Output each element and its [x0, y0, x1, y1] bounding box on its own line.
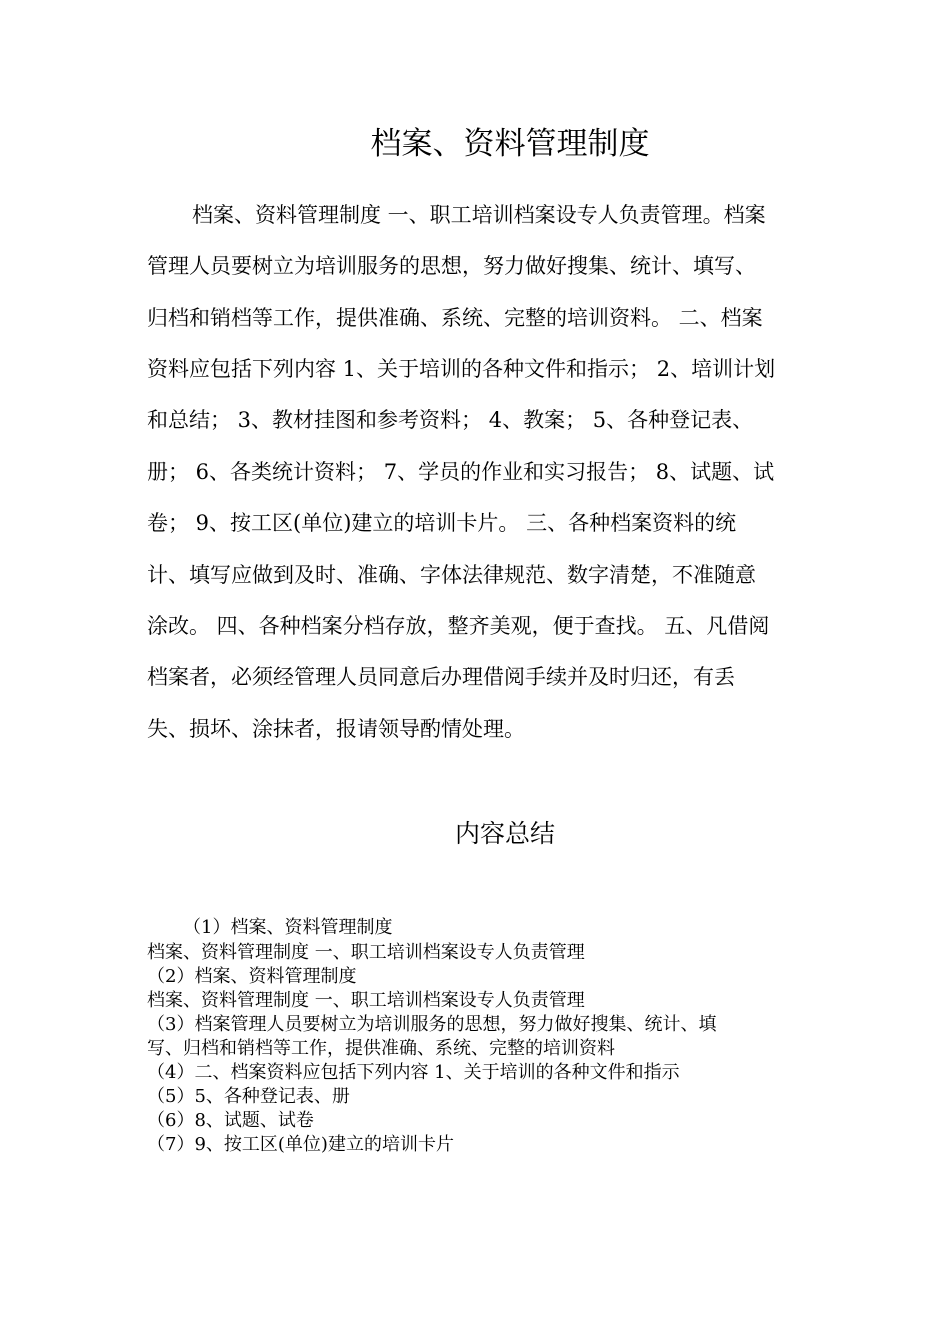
- summary-line: （3）档案管理人员要树立为培训服务的思想，努力做好搜集、统计、填: [147, 1014, 717, 1035]
- summary-line: （2）档案、资料管理制度: [147, 966, 357, 987]
- body-line: 档案、资料管理制度 一、职工培训档案设专人负责管理。档案: [192, 203, 766, 227]
- summary-line: （5）5、各种登记表、册: [147, 1086, 350, 1107]
- summary-line: （1）档案、资料管理制度: [183, 917, 393, 938]
- body-line: 计、填写应做到及时、准确、字体法律规范、数字清楚，不准随意: [147, 563, 756, 587]
- summary-line: （4）二、档案资料应包括下列内容 1、关于培训的各种文件和指示: [147, 1062, 680, 1083]
- body-line: 资料应包括下列内容 1、关于培训的各种文件和指示； 2、培训计划: [147, 357, 776, 381]
- summary-title: 内容总结: [454, 819, 555, 848]
- document-title: 档案、资料管理制度: [370, 126, 650, 162]
- body-line: 失、损坏、涂抹者，报请领导酌情处理。: [147, 717, 525, 741]
- body-line: 和总结； 3、教材挂图和参考资料； 4、教案； 5、各种登记表、: [147, 408, 754, 432]
- summary-line: 档案、资料管理制度 一、职工培训档案设专人负责管理: [147, 942, 585, 963]
- body-line: 册； 6、各类统计资料； 7、学员的作业和实习报告； 8、试题、试: [147, 460, 775, 484]
- body-line: 涂改。 四、各种档案分档存放，整齐美观，便于查找。 五、凡借阅: [147, 614, 770, 638]
- summary-line: （7）9、按工区(单位)建立的培训卡片: [147, 1134, 454, 1155]
- body-line: 档案者，必须经管理人员同意后办理借阅手续并及时归还，有丢: [147, 665, 735, 689]
- body-line: 管理人员要树立为培训服务的思想，努力做好搜集、统计、填写、: [147, 254, 756, 278]
- summary-line: （6）8、试题、试卷: [147, 1110, 314, 1131]
- body-line: 归档和销档等工作，提供准确、系统、完整的培训资料。 二、档案: [147, 306, 763, 330]
- summary-line: 写、归档和销档等工作，提供准确、系统、完整的培训资料: [147, 1038, 615, 1059]
- summary-line: 档案、资料管理制度 一、职工培训档案设专人负责管理: [147, 990, 585, 1011]
- body-line: 卷； 9、按工区(单位)建立的培训卡片。 三、各种档案资料的统: [147, 511, 737, 535]
